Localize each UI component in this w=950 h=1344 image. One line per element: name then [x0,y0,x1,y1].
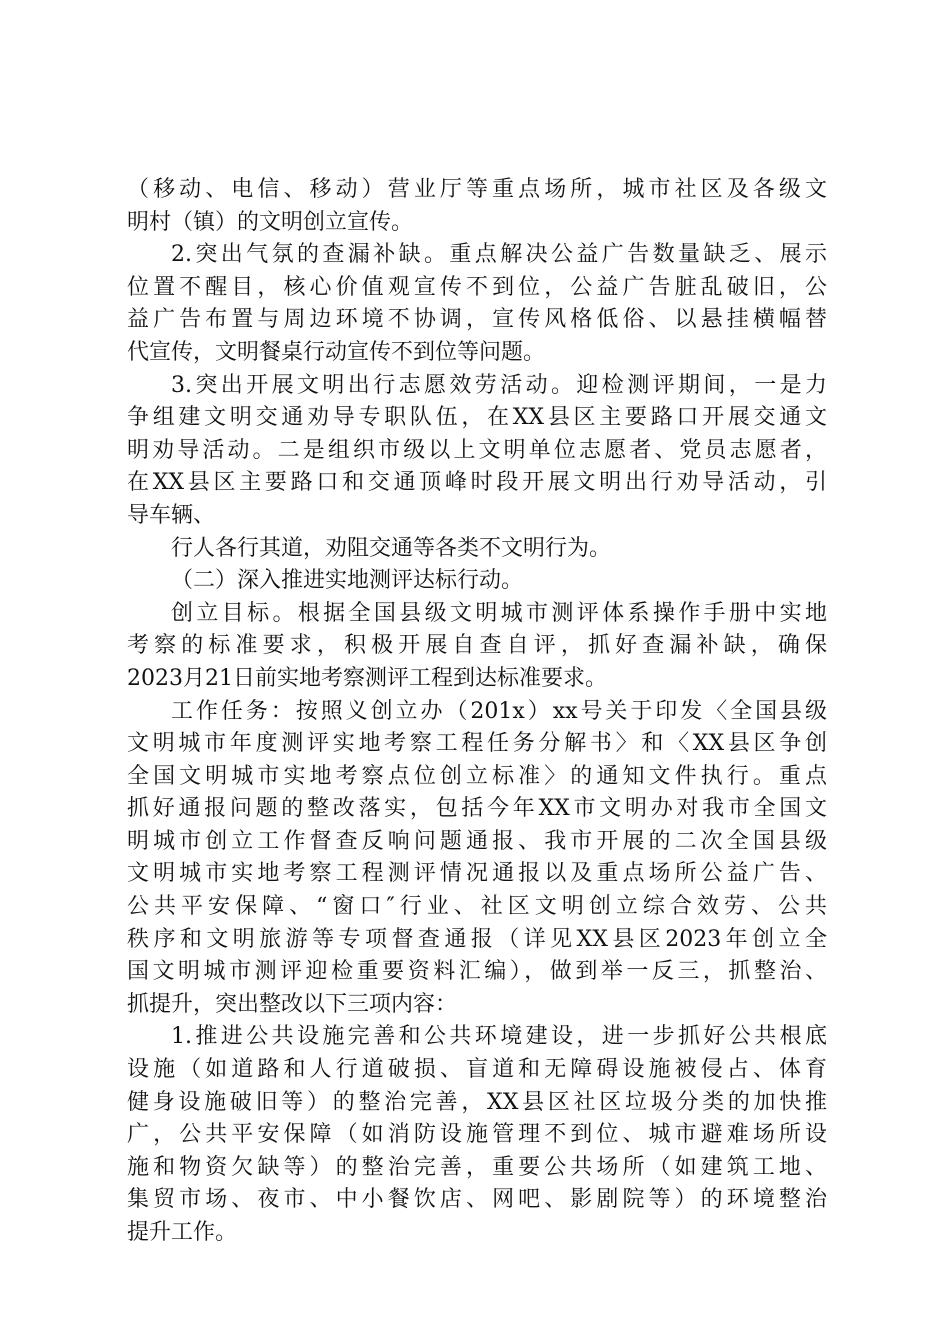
paragraph-line: 2.突出气氛的查漏补缺。重点解决公益广告数量缺乏、展示 [171,242,827,268]
text-line: 争组建文明交通劝导专职队伍，在XX县区主要路口开展交通文 [127,405,827,431]
text-line: 考察的标准要求，积极开展自查自评，抓好查漏补缺，确保 [127,633,827,659]
text-line: 明村（镇）的文明创立宣传。 [127,209,414,235]
text-line: 益广告布置与周边环境不协调，宣传风格低俗、以悬挂横幅替 [127,307,827,333]
text-line: 国文明城市测评迎检重要资料汇编），做到举一反三，抓整治、 [127,959,827,985]
paragraph-line: 行人各行其道，劝阻交通等各类不文明行为。 [171,535,612,561]
text-line: 明劝导活动。二是组织市级以上文明单位志愿者、党员志愿者， [127,437,827,463]
text-line: 代宣传，文明餐桌行动宣传不到位等问题。 [127,339,546,365]
text-line: 全国文明城市实地考察点位创立标准〉的通知文件执行。重点 [127,763,827,789]
text-line: 在XX县区主要路口和交通顶峰时段开展文明出行劝导活动，引 [127,470,827,496]
text-line: 抓提升，突出整改以下三项内容： [127,991,458,1017]
text-line: 抓好通报问题的整改落实，包括今年XX市文明办对我市全国文 [127,796,827,822]
text-line: 施和物资欠缺等）的整治完善，重要公共场所（如建筑工地、 [127,1154,827,1180]
text-line: 秩序和文明旅游等专项督查通报（详见XX县区2023年创立全 [127,926,827,952]
text-line: 文明城市年度测评实地考察工程任务分解书〉和〈XX县区争创 [127,731,827,757]
document-body [127,174,827,1250]
paragraph-line: 创立目标。根据全国县级文明城市测评体系操作手册中实地 [171,600,827,626]
text-line: 位置不醒目，核心价值观宣传不到位，公益广告脏乱破旧，公 [127,274,827,300]
text-line: 广，公共平安保障（如消防设施管理不到位、城市避难场所设 [127,1122,827,1148]
text-line: 明城市创立工作督查反响问题通报、我市开展的二次全国县级 [127,828,827,854]
section-heading: （二）深入推进实地测评达标行动。 [171,568,524,594]
text-line: 文明城市实地考察工程测评情况通报以及重点场所公益广告、 [127,861,827,887]
text-line: 提升工作。 [127,1220,238,1245]
text-line: 集贸市场、夜市、中小餐饮店、网吧、影剧院等）的环境整治 [127,1187,827,1213]
text-line: 公共平安保障、“窗口″行业、社区文明创立综合效劳、公共 [127,894,827,920]
text-line: 设施（如道路和人行道破损、盲道和无障碍设施被侵占、体育 [127,1057,827,1083]
paragraph-line: 工作任务：按照义创立办（201x）xx号关于印发〈全国县级 [171,698,827,724]
paragraph-line: 3.突出开展文明出行志愿效劳活动。迎检测评期间，一是力 [171,372,827,398]
paragraph-line: 1.推进公共设施完善和公共环境建设，进一步抓好公共根底 [171,1024,827,1050]
text-line: 导车辆、 [127,502,216,528]
text-line: （移动、电信、移动）营业厅等重点场所，城市社区及各级文 [127,177,827,202]
text-line: 2023月21日前实地考察测评工程到达标准要求。 [127,665,607,691]
text-line: 健身设施破旧等）的整治完善，XX县区社区垃圾分类的加快推 [127,1089,827,1115]
